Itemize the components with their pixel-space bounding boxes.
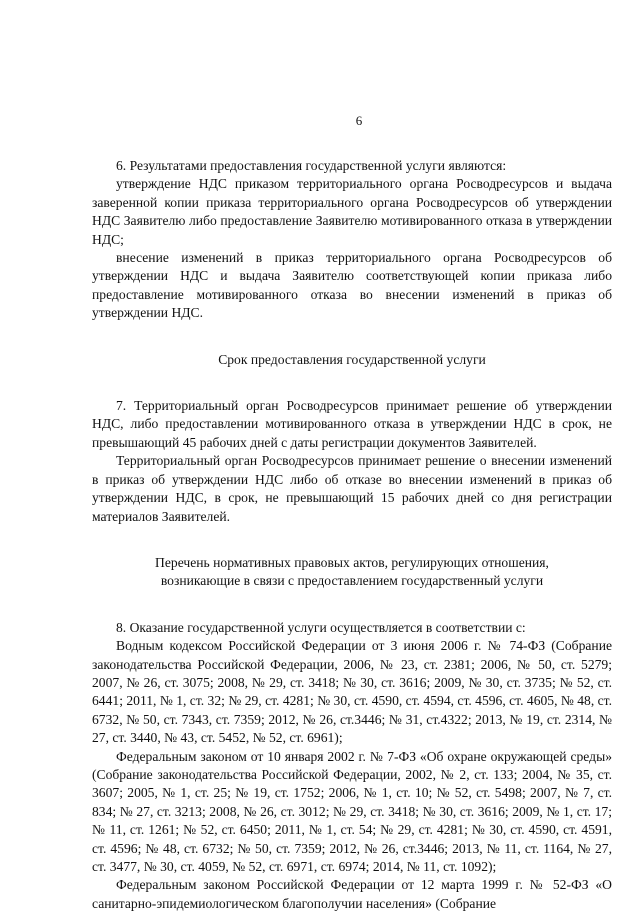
section-7-amendment-term: Территориальный орган Росводресурсов принимает решение о внесении изменений в приказ об утверждении НДС либо об отказе во внесении изменений в приказ об утверждении НДС, в срок, не превышающий 15 рабочих дней со дня регистрации материалов Заявителей. (92, 453, 612, 524)
heading-service-term: Срок предоставления государственной услуги (218, 351, 486, 367)
section-6-result-amendment: внесение изменений в приказ территориального органа Росводресурсов об утверждении НДС и выдача Заявителю соответствующей копии приказа либо предоставление мотивированного отказа во внесении изменений в приказ об утверждении НДС. (92, 250, 612, 321)
section-6-result-approval: утверждение НДС приказом территориального органа Росводресурсов и выдача заверенной копии приказа территориального органа Росводресурсов об утверждении НДС Заявителю либо предоставление Заявителю мотивированного отказа в утверждении НДС; (92, 176, 612, 247)
section-7-approval-term: 7. Территориальный орган Росводресурсов принимает решение об утверждении НДС, либо предоставлении мотивированного отказа в утверждении НДС в срок, не превышающий 45 рабочих дней с даты регистрации документов Заявителей. (92, 398, 612, 450)
section-8-water-code: Водным кодексом Российской Федерации от 3 июня 2006 г. № 74-ФЗ (Собрание законодательства Российской Федерации, 2006, № 23, ст. 2381; 2006, № 50, ст. 5279; 2007, № 26, ст. 3075; 2008, № 29, ст. 3418; № 30, ст. 3616; 2009, № 30, ст. 3735; № 52, ст. 6441; 2011, № 1, ст. 32; № 29, ст. 4281; № 30, ст. 4590, ст. 4594, ст. 4596, ст. 4605, № 48, ст. 6732, № 50, ст. 7343, ст. 7359; 2012, № 26, ст.3446; № 31, ст.4322; 2013, № 19, ст. 2314, № 27, ст. 3440, № 43, ст. 5452, № 52, ст. 6961); (92, 638, 612, 746)
heading-legal-acts-line2: возникающие в связи с предоставлением государственный услуги (160, 573, 544, 589)
page-number: 6 (355, 113, 363, 128)
section-8-intro: 8. Оказание государственной услуги осуществляется в соответствии с: (116, 619, 526, 635)
section-8-sanitary-law: Федеральным законом Российской Федерации от 12 марта 1999 г. № 52-ФЗ «О санитарно-эпидемиологическом благополучии населения» (Собрание (92, 877, 612, 911)
heading-legal-acts-line1: Перечень нормативных правовых актов, регулирующих отношения, (155, 554, 549, 570)
section-6-intro: 6. Результатами предоставления государственной услуги являются: (116, 158, 507, 173)
section-8-environment-law: Федеральным законом от 10 января 2002 г. № 7-ФЗ «Об охране окружающей среды» (Собрание законодательства Российской Федерации, 2002, № 2, ст. 133; 2004, № 35, ст. 3607; 2005, № 1, ст. 25; № 19, ст. 1752; 2006, № 1, ст. 10; № 52, ст. 5498; 2007, № 7, ст. 834; № 27, ст. 3213; 2008, № 26, ст. 3012; № 29, ст. 3418; № 30, ст. 3616; 2009, № 1, ст. 17; № 11, ст. 1261; № 52, ст. 6450; 2011, № 1, ст. 54; № 29, ст. 4281; № 30, ст. 4590, ст. 4591, ст. 4596; № 48, ст. 6732; № 50, ст. 7359; 2012, № 26, ст.3446; 2013, № 11, ст. 1164, № 27, ст. 3477, № 30, ст. 4059, № 52, ст. 6971, ст. 6974; 2014, № 11, ст. 1092); (92, 748, 612, 874)
